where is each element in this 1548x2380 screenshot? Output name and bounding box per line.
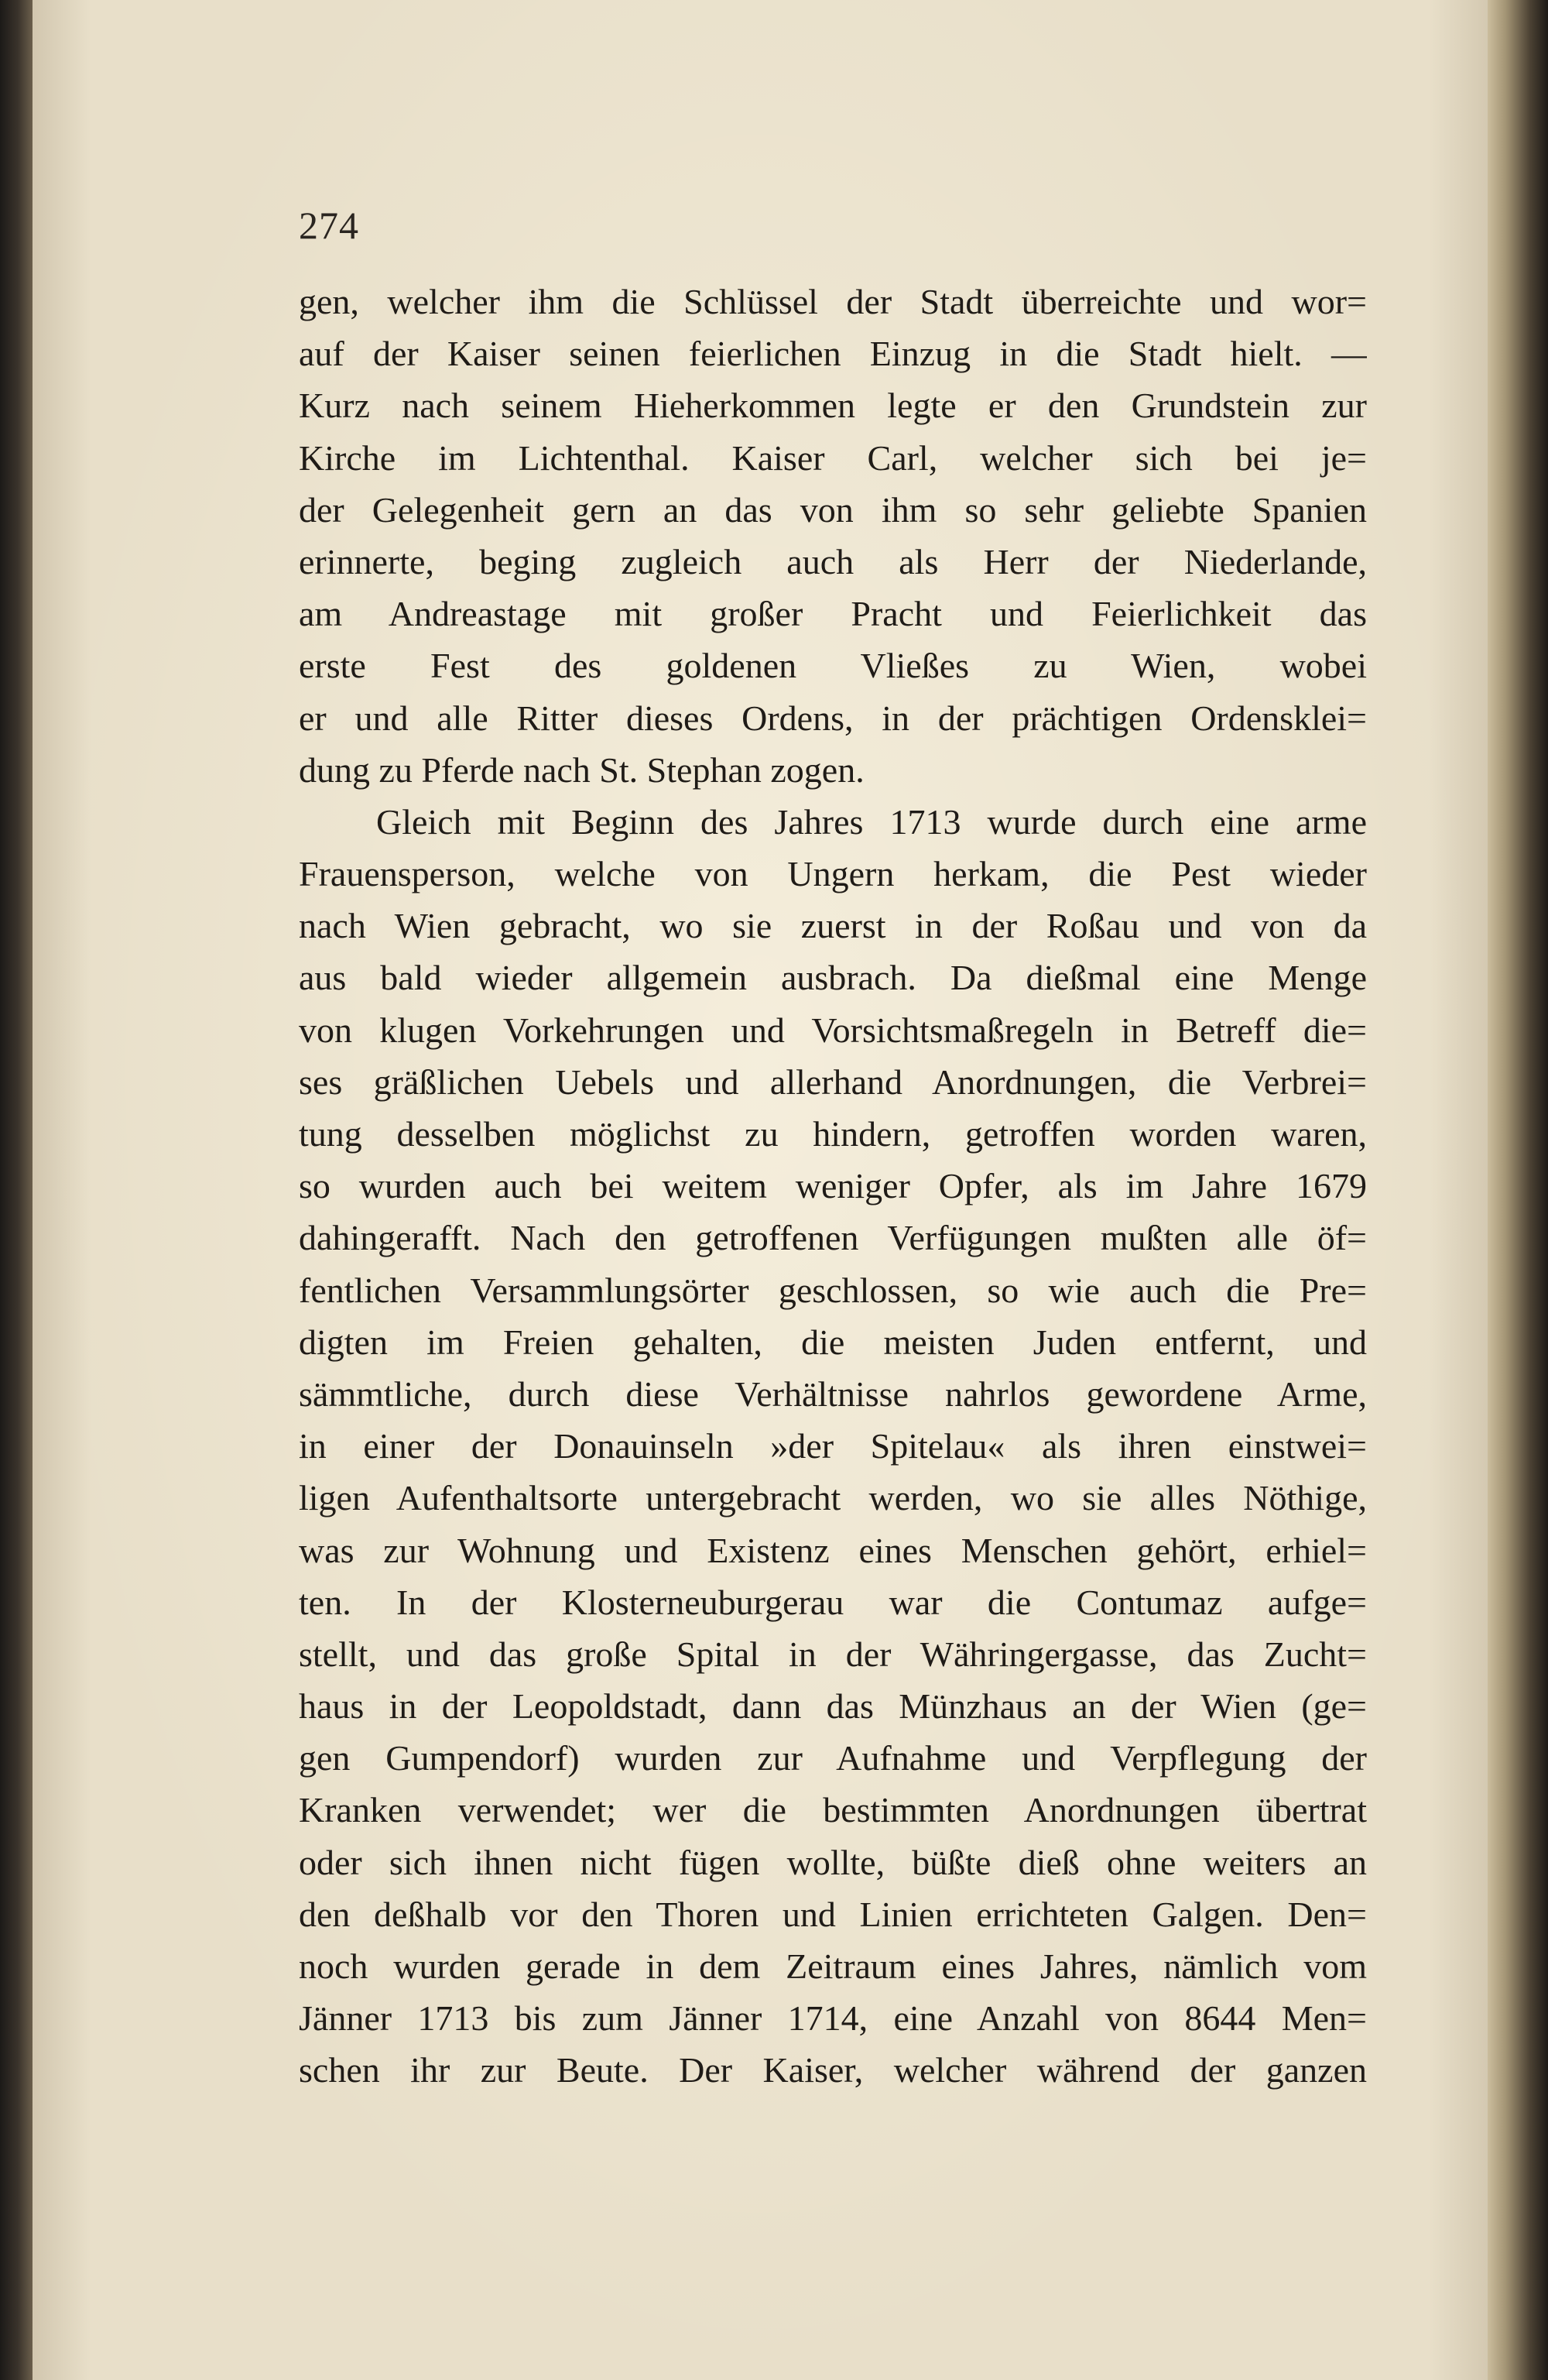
text-line: sämmtliche, durch diese Verhältnisse nahrlos gewordene Arme, [299,1373,1367,1414]
text-line: dahingerafft. Nach den getroffenen Verfügungen mußten alle öf= [299,1218,1367,1258]
text-line: ten. In der Klosterneuburgerau war die Contumaz aufge= [299,1582,1367,1622]
text-line: Kurz nach seinem Hieherkommen legte er den Grundstein zur [299,386,1367,426]
text-line: Jänner 1713 bis zum Jänner 1714, eine Anzahl von 8644 Men= [299,1998,1367,2039]
text-line: am Andreastage mit großer Pracht und Feierlichkeit das [299,594,1367,634]
text-line: er und alle Ritter dieses Ordens, in der prächtigen Ordensklei= [299,698,1367,738]
text-line: tung desselben möglichst zu hindern, getroffen worden waren, [299,1114,1367,1154]
text-line: der Gelegenheit gern an das von ihm so sehr geliebte Spanien [299,489,1367,530]
text-line: Kirche im Lichtenthal. Kaiser Carl, welcher sich bei je= [299,437,1367,478]
text-line: was zur Wohnung und Existenz eines Menschen gehört, erhiel= [299,1530,1367,1570]
text-line: auf der Kaiser seinen feierlichen Einzug in die Stadt hielt. — [299,334,1367,374]
paragraph-2 [299,796,1367,2097]
text-line: noch wurden gerade in dem Zeitraum eines Jahres, nämlich vom [299,1946,1367,1986]
text-line: dung zu Pferde nach St. Stephan zogen. [299,749,865,790]
text-line: gen Gumpendorf) wurden zur Aufnahme und Verpflegung der [299,1738,1367,1778]
text-line: fentlichen Versammlungsörter geschlossen, so wie auch die Pre= [299,1270,1367,1310]
text-line: so wurden auch bei weitem weniger Opfer, als im Jahre 1679 [299,1166,1367,1206]
text-line: Frauensperson, welche von Ungern herkam, die Pest wieder [299,854,1367,894]
book-page [33,0,1488,2380]
text-line: nach Wien gebracht, wo sie zuerst in der Roßau und von da [299,906,1367,946]
text-line: erste Fest des goldenen Vließes zu Wien, wobei [299,646,1367,686]
text-line: Gleich mit Beginn des Jahres 1713 wurde durch eine arme [376,801,1367,842]
text-line: Kranken verwendet; wer die bestimmten Anordnungen übertrat [299,1790,1367,1830]
text-line: gen, welcher ihm die Schlüssel der Stadt überreichte und wor= [299,282,1367,321]
text-line: in einer der Donauinseln »der Spitelau« als ihren einstwei= [299,1426,1367,1466]
text-line: digten im Freien gehalten, die meisten Juden entfernt, und [299,1322,1367,1362]
page-number: 274 [299,204,359,247]
scan-edge-right [1488,0,1548,2380]
text-line: aus bald wieder allgemein ausbrach. Da dießmal eine Menge [299,958,1367,998]
scan-edge-left [0,0,33,2380]
text-line: stellt, und das große Spital in der Währingergasse, das Zucht= [299,1634,1367,1674]
paragraph-1 [299,276,1367,796]
text-body [299,276,1367,2097]
text-line: schen ihr zur Beute. Der Kaiser, welcher während der ganzen [299,2050,1367,2090]
text-line: oder sich ihnen nicht fügen wollte, büßte dieß ohne weiters an [299,1842,1367,1882]
text-line: erinnerte, beging zugleich auch als Herr der Niederlande, [299,541,1367,581]
text-line: von klugen Vorkehrungen und Vorsichtsmaßregeln in Betreff die= [299,1010,1367,1050]
text-line: den deßhalb vor den Thoren und Linien errichteten Galgen. Den= [299,1894,1367,1934]
text-line: ligen Aufenthaltsorte untergebracht werden, wo sie alles Nöthige, [299,1478,1367,1518]
text-line: ses gräßlichen Uebels und allerhand Anordnungen, die Verbrei= [299,1061,1367,1102]
text-line: haus in der Leopoldstadt, dann das Münzhaus an der Wien (ge= [299,1686,1367,1727]
